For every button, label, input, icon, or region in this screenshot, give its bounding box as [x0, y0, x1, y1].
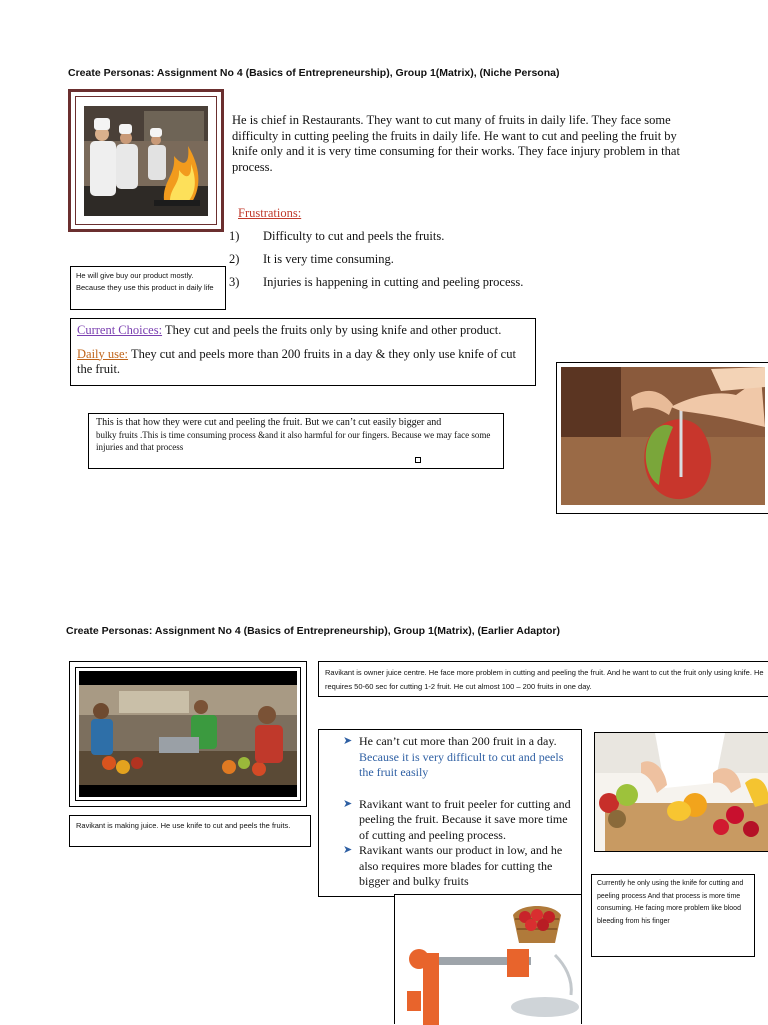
juice-photo-frame [69, 661, 307, 807]
current-choices-line [77, 323, 529, 339]
persona-description: He is chief in Restaurants. They want to cut many of fruits in daily life. They face some difficulty in cutting peeling the fruits in daily life. He want to cut and peeling the fruit by knife only and it is very time consuming for their works. They face injury problem in that process. [232, 113, 680, 174]
frustration-text: Injuries is happening in cutting and peeling process. [263, 275, 524, 289]
current-choices-box [70, 318, 536, 386]
frustration-number: 3) [229, 275, 240, 289]
need-bullet-item [341, 843, 577, 890]
buyer-callout: He will give buy our product mostly. Because they use this product in daily life [70, 266, 226, 310]
need-bullet-text: Ravikant want to fruit peeler for cutting and peeling the fruit. Because it save more time of cutting and peeling process. [359, 796, 571, 842]
peeler-photo-frame [394, 894, 582, 1024]
juice-caption-box: Ravikant is making juice. He use knife to cut and peels the fruits. [69, 815, 311, 847]
owner-description-box: Ravikant is owner juice centre. He face more problem in cutting and peeling the fruit. And he want to cut the fruit only using knife. He requires 50-60 sec for cutting 1-2 fruit. He cut almost 100 – 200 fruits in one day. [318, 661, 768, 697]
mango-photo [561, 367, 765, 505]
current-choices-text: They cut and peels the fruits only by using knife and other product. [162, 323, 502, 337]
need-bullet-text: Ravikant wants our product in low, and he also requires more blades for cutting the bigger and bulky fruits [359, 843, 563, 888]
need-bullet-text: He can’t cut more than 200 fruit in a day. [359, 734, 557, 748]
daily-use-line [77, 347, 529, 378]
fruit-peeler-photo [395, 895, 581, 1025]
juice-centre-photo [79, 671, 297, 797]
juice-photo-inner-frame [75, 667, 301, 801]
current-choices-label: Current Choices: [77, 323, 163, 337]
frustration-text: Difficulty to cut and peels the fruits. [263, 229, 445, 243]
small-square-icon [415, 457, 421, 463]
daily-use-text: They cut and peels more than 200 fruits in a day & they only use knife of cut the fruit. [77, 346, 516, 376]
need-bullet-item [341, 734, 577, 781]
frustration-item [229, 275, 549, 298]
need-bullet-item [341, 797, 577, 844]
current-knife-caption-box: Currently he only using the knife for cutting and peeling process And that process is more time consuming. He facing more problem like blood bleeding from his finger [591, 874, 755, 957]
section1-title: Create Personas: Assignment No 4 (Basics of Entrepreneurship), Group 1(Matrix), (Niche Persona) [68, 67, 560, 79]
frustration-number: 2) [229, 252, 240, 266]
frustration-text: It is very time consuming. [263, 252, 394, 266]
cutting-note-box [88, 413, 504, 469]
chef-photo [84, 106, 208, 216]
need-bullet-text-blue: Because it is very difficult to cut and peels the fruit easily [359, 749, 564, 779]
fruit-cutting-photo [595, 733, 768, 851]
fruit-cutting-photo-frame [594, 732, 768, 852]
needs-bullets-list [341, 734, 577, 890]
frustration-item [229, 229, 549, 252]
frustrations-heading: Frustrations: [238, 206, 302, 220]
frustration-item [229, 252, 549, 275]
cutting-note-line1: This is that how they were cut and peeling the fruit. But we can’t cut easily bigger and [96, 417, 442, 428]
section2-title: Create Personas: Assignment No 4 (Basics of Entrepreneurship), Group 1(Matrix), (Earlier Adaptor) [66, 625, 560, 637]
frustrations-list [229, 229, 549, 298]
daily-use-label: Daily use: [77, 346, 129, 361]
cutting-note-rest: bulky fruits .This is time consuming process &and it also harmful for our fingers. Because we may face some injuries and that process [96, 430, 491, 452]
needs-bullets-box [318, 729, 582, 897]
chef-photo-frame [68, 89, 224, 232]
mango-photo-frame [556, 362, 768, 514]
frustration-number: 1) [229, 229, 240, 243]
